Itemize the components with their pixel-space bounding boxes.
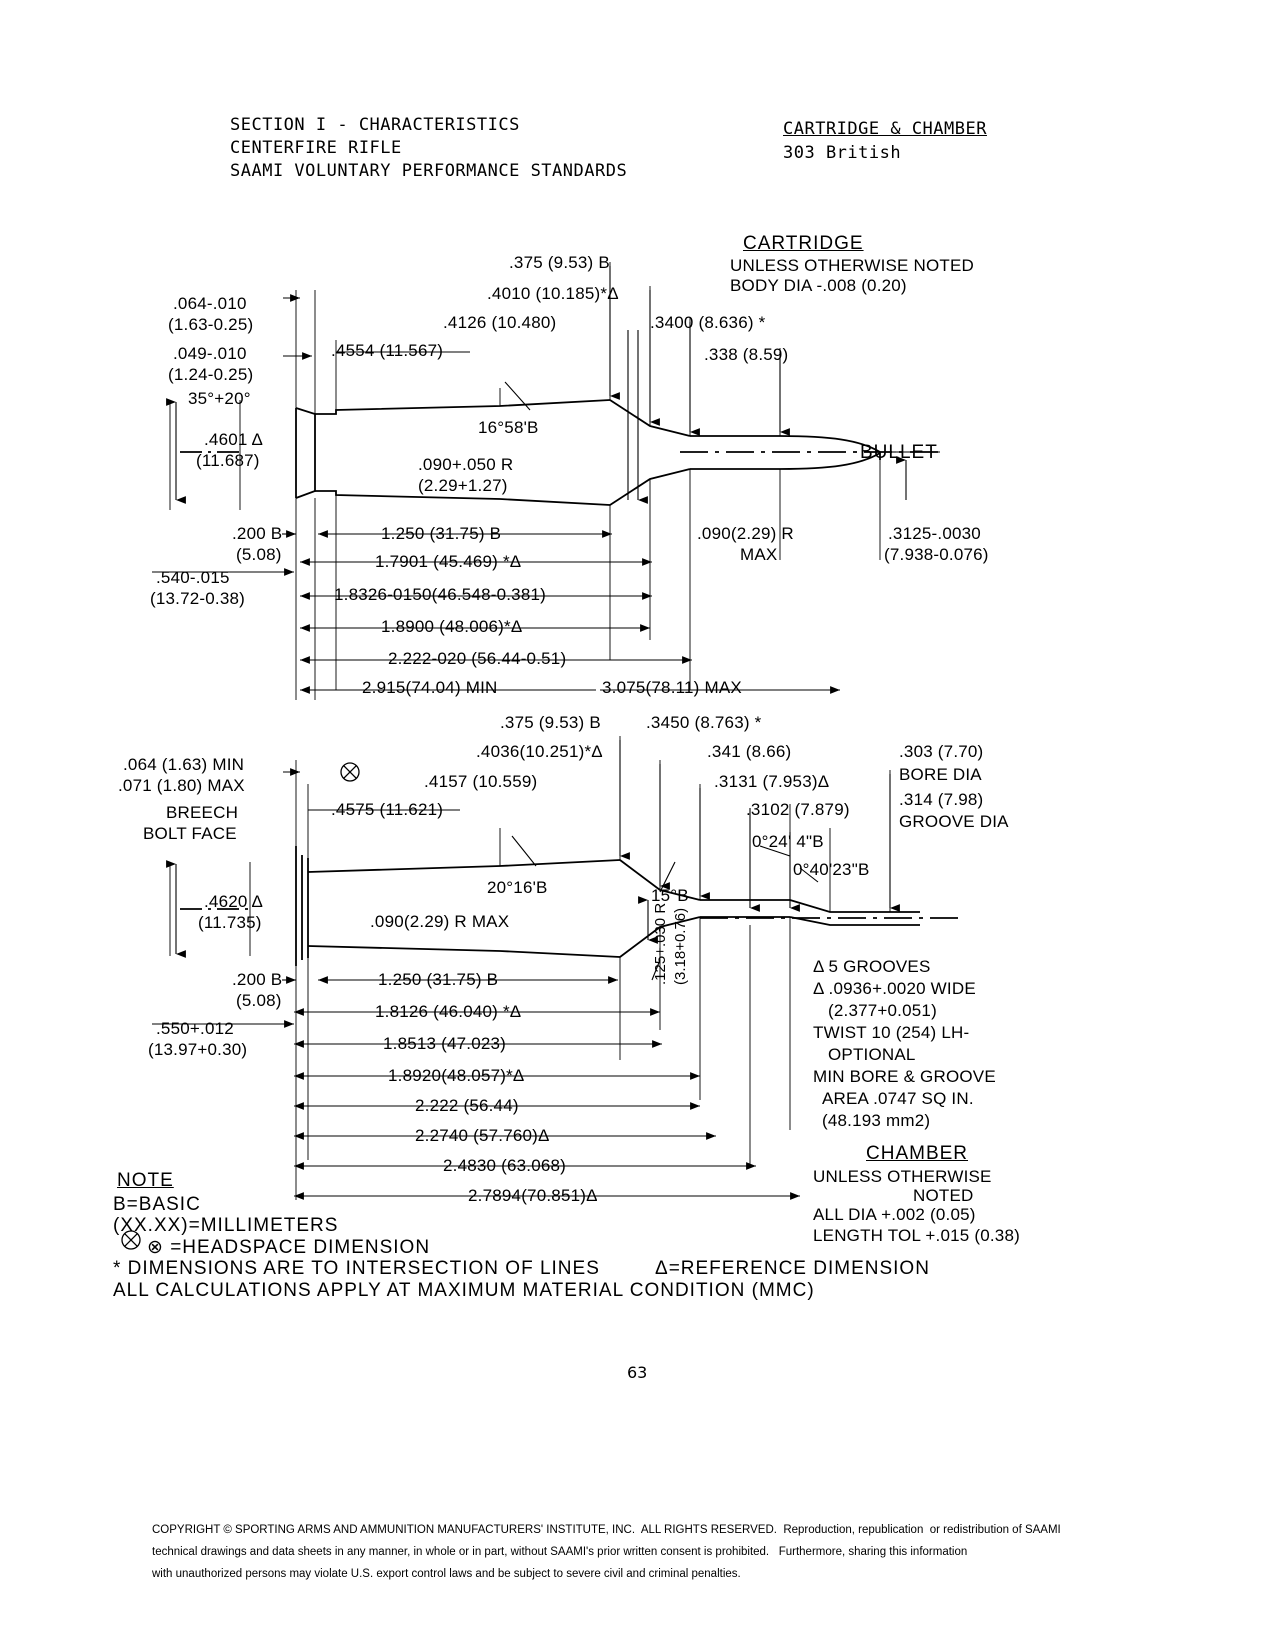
bullet-label: BULLET bbox=[860, 442, 938, 463]
dim-064-mm: (1.63-0.25) bbox=[168, 315, 254, 334]
dim-049: .049-.010 bbox=[173, 344, 247, 363]
dim-35deg: 35°+20° bbox=[188, 389, 251, 408]
dim-1658: 16°58'B bbox=[478, 418, 539, 437]
footer-line1: COPYRIGHT © SPORTING ARMS AND AMMUNITION MANUFACTURERS' INSTITUTE, INC. ALL RIGHTS RESERVED. Reproduction, republication or redistribution of SAAMI bbox=[152, 1524, 1061, 1536]
dim-22740: 2.2740 (57.760)Δ bbox=[415, 1126, 550, 1145]
rifling-area-2: AREA .0747 SQ IN. bbox=[822, 1089, 974, 1108]
dim-18920: 1.8920(48.057)*Δ bbox=[388, 1066, 525, 1085]
dim-4620: .4620 Δ bbox=[204, 892, 264, 911]
dim-090r: .090+.050 R bbox=[418, 455, 514, 474]
dim-090r-chamber: .090(2.29) R MAX bbox=[370, 912, 510, 931]
dim-4601-mm: (11.687) bbox=[196, 451, 260, 470]
dim-1250b: 1.250 (31.75) B bbox=[381, 524, 502, 543]
dim-27894: 2.7894(70.851)Δ bbox=[468, 1186, 598, 1205]
dim-200b-chamber: .200 B bbox=[232, 970, 283, 989]
header-line3: SAAMI VOLUNTARY PERFORMANCE STANDARDS bbox=[230, 161, 628, 181]
dim-3075: 3.075(78.11) MAX bbox=[602, 678, 742, 697]
header-line1: SECTION I - CHARACTERISTICS bbox=[230, 115, 520, 135]
breech-label-1: BREECH bbox=[166, 803, 239, 822]
dim-3400: .3400 (8.636) * bbox=[650, 313, 766, 332]
dim-04023: 0°40'23"B bbox=[793, 860, 870, 879]
dim-090r-mm: (2.29+1.27) bbox=[418, 476, 508, 495]
dim-4010: .4010 (10.185)*Δ bbox=[487, 284, 619, 303]
dim-24830: 2.4830 (63.068) bbox=[443, 1156, 567, 1175]
dim-125r-mm: (3.18+0.76) bbox=[672, 907, 689, 985]
dim-064: .064-.010 bbox=[173, 294, 247, 313]
dim-17901: 1.7901 (45.469) *Δ bbox=[375, 552, 522, 571]
dim-090r-max: .090(2.29) R bbox=[697, 524, 794, 543]
note-mmc: ALL CALCULATIONS APPLY AT MAXIMUM MATERIAL CONDITION (MMC) bbox=[113, 1280, 815, 1301]
chamber-note1: UNLESS OTHERWISE bbox=[813, 1167, 992, 1186]
dim-064-min: .064 (1.63) MIN bbox=[123, 755, 245, 774]
cartridge-note1: UNLESS OTHERWISE NOTED bbox=[730, 256, 975, 275]
dim-4601: .4601 Δ bbox=[204, 430, 264, 449]
dim-4036: .4036(10.251)*Δ bbox=[476, 742, 603, 761]
rifling-area-1: MIN BORE & GROOVE bbox=[813, 1067, 996, 1086]
dim-200b-chamber-mm: (5.08) bbox=[236, 991, 282, 1010]
dim-3102: .3102 (7.879) bbox=[746, 800, 850, 819]
footer-line3: with unauthorized persons may violate U.S. export control laws and be subject to severe civil and criminal penalties. bbox=[152, 1568, 741, 1580]
dim-18326: 1.8326-0150(46.548-0.381) bbox=[334, 585, 546, 604]
rifling-width-mm: (2.377+0.051) bbox=[828, 1001, 937, 1020]
dim-3125-mm: (7.938-0.076) bbox=[884, 545, 989, 564]
dim-bore-dia-label: BORE DIA bbox=[899, 765, 982, 784]
dim-550: .550+.012 bbox=[156, 1019, 234, 1038]
note-headspace: ⊗ =HEADSPACE DIMENSION bbox=[147, 1237, 431, 1258]
dim-18513: 1.8513 (47.023) bbox=[383, 1034, 507, 1053]
chamber-note3: ALL DIA +.002 (0.05) bbox=[813, 1205, 976, 1224]
dim-2016: 20°16'B bbox=[487, 878, 548, 897]
dim-375b: .375 (9.53) B bbox=[509, 253, 610, 272]
dim-4554: .4554 (11.567) bbox=[331, 341, 444, 360]
header-line2: CENTERFIRE RIFLE bbox=[230, 138, 402, 158]
dim-2222-chamber: 2.222 (56.44) bbox=[415, 1096, 519, 1115]
header-right-title: CARTRIDGE & CHAMBER bbox=[783, 119, 987, 139]
dim-341: .341 (8.66) bbox=[707, 742, 792, 761]
cartridge-note2: BODY DIA -.008 (0.20) bbox=[730, 276, 907, 295]
chamber-title: CHAMBER bbox=[866, 1143, 969, 1164]
dim-4620-mm: (11.735) bbox=[198, 913, 262, 932]
footer-line2: technical drawings and data sheets in any manner, in whole or in part, without SAAMI's prior written consent is prohibited. Furthermore, sharing this information bbox=[152, 1546, 968, 1558]
breech-label-2: BOLT FACE bbox=[143, 824, 237, 843]
dim-3131: .3131 (7.953)Δ bbox=[714, 772, 830, 791]
dim-303-bore: .303 (7.70) bbox=[899, 742, 984, 761]
dim-groove-dia-label: GROOVE DIA bbox=[899, 812, 1009, 831]
note-title: NOTE bbox=[117, 1170, 174, 1191]
rifling-twist: TWIST 10 (254) LH- bbox=[813, 1023, 970, 1042]
dim-540: .540-.015 bbox=[156, 568, 230, 587]
rifling-area-mm: (48.193 mm2) bbox=[822, 1111, 931, 1130]
dim-2222: 2.222-020 (56.44-0.51) bbox=[388, 649, 567, 668]
dim-3450: .3450 (8.763) * bbox=[646, 713, 762, 732]
dim-540-mm: (13.72-0.38) bbox=[150, 589, 246, 608]
dim-314-groove: .314 (7.98) bbox=[899, 790, 984, 809]
rifling-width: Δ .0936+.0020 WIDE bbox=[813, 979, 976, 998]
dim-338: .338 (8.59) bbox=[704, 345, 789, 364]
dim-1250b-chamber: 1.250 (31.75) B bbox=[378, 970, 499, 989]
dim-4126: .4126 (10.480) bbox=[443, 313, 557, 332]
note-millimeters: (XX.XX)=MILLIMETERS bbox=[113, 1215, 339, 1236]
cartridge-title: CARTRIDGE bbox=[743, 233, 864, 254]
header-right-subtitle: 303 British bbox=[783, 143, 902, 163]
dim-18126: 1.8126 (46.040) *Δ bbox=[375, 1002, 522, 1021]
dim-18900: 1.8900 (48.006)*Δ bbox=[381, 617, 523, 636]
page-number: 63 bbox=[627, 1363, 648, 1382]
dim-3125: .3125-.0030 bbox=[888, 524, 981, 543]
rifling-grooves: Δ 5 GROOVES bbox=[813, 957, 931, 976]
chamber-note4: LENGTH TOL +.015 (0.38) bbox=[813, 1226, 1020, 1245]
dim-550-mm: (13.97+0.30) bbox=[148, 1040, 248, 1059]
dim-15b: 15°B bbox=[651, 886, 689, 905]
rifling-optional: OPTIONAL bbox=[828, 1045, 916, 1064]
note-intersection: * DIMENSIONS ARE TO INTERSECTION OF LINES bbox=[113, 1258, 600, 1279]
dim-200b-mm: (5.08) bbox=[236, 545, 282, 564]
dim-090r-max-label: MAX bbox=[740, 545, 778, 564]
note-basic: B=BASIC bbox=[113, 1194, 201, 1215]
dim-0244: 0°24' 4"B bbox=[752, 832, 824, 851]
dim-4575: .4575 (11.621) bbox=[331, 800, 444, 819]
dim-2915: 2.915(74.04) MIN bbox=[362, 678, 498, 697]
dim-071-max: .071 (1.80) MAX bbox=[118, 776, 245, 795]
dim-049-mm: (1.24-0.25) bbox=[168, 365, 254, 384]
chamber-note2: NOTED bbox=[913, 1186, 974, 1205]
dim-375b-chamber: .375 (9.53) B bbox=[500, 713, 601, 732]
dim-125r: .125+.030 R bbox=[652, 902, 669, 985]
dim-200b: .200 B bbox=[232, 524, 283, 543]
dim-4157: .4157 (10.559) bbox=[424, 772, 538, 791]
note-reference: Δ=REFERENCE DIMENSION bbox=[655, 1258, 930, 1279]
